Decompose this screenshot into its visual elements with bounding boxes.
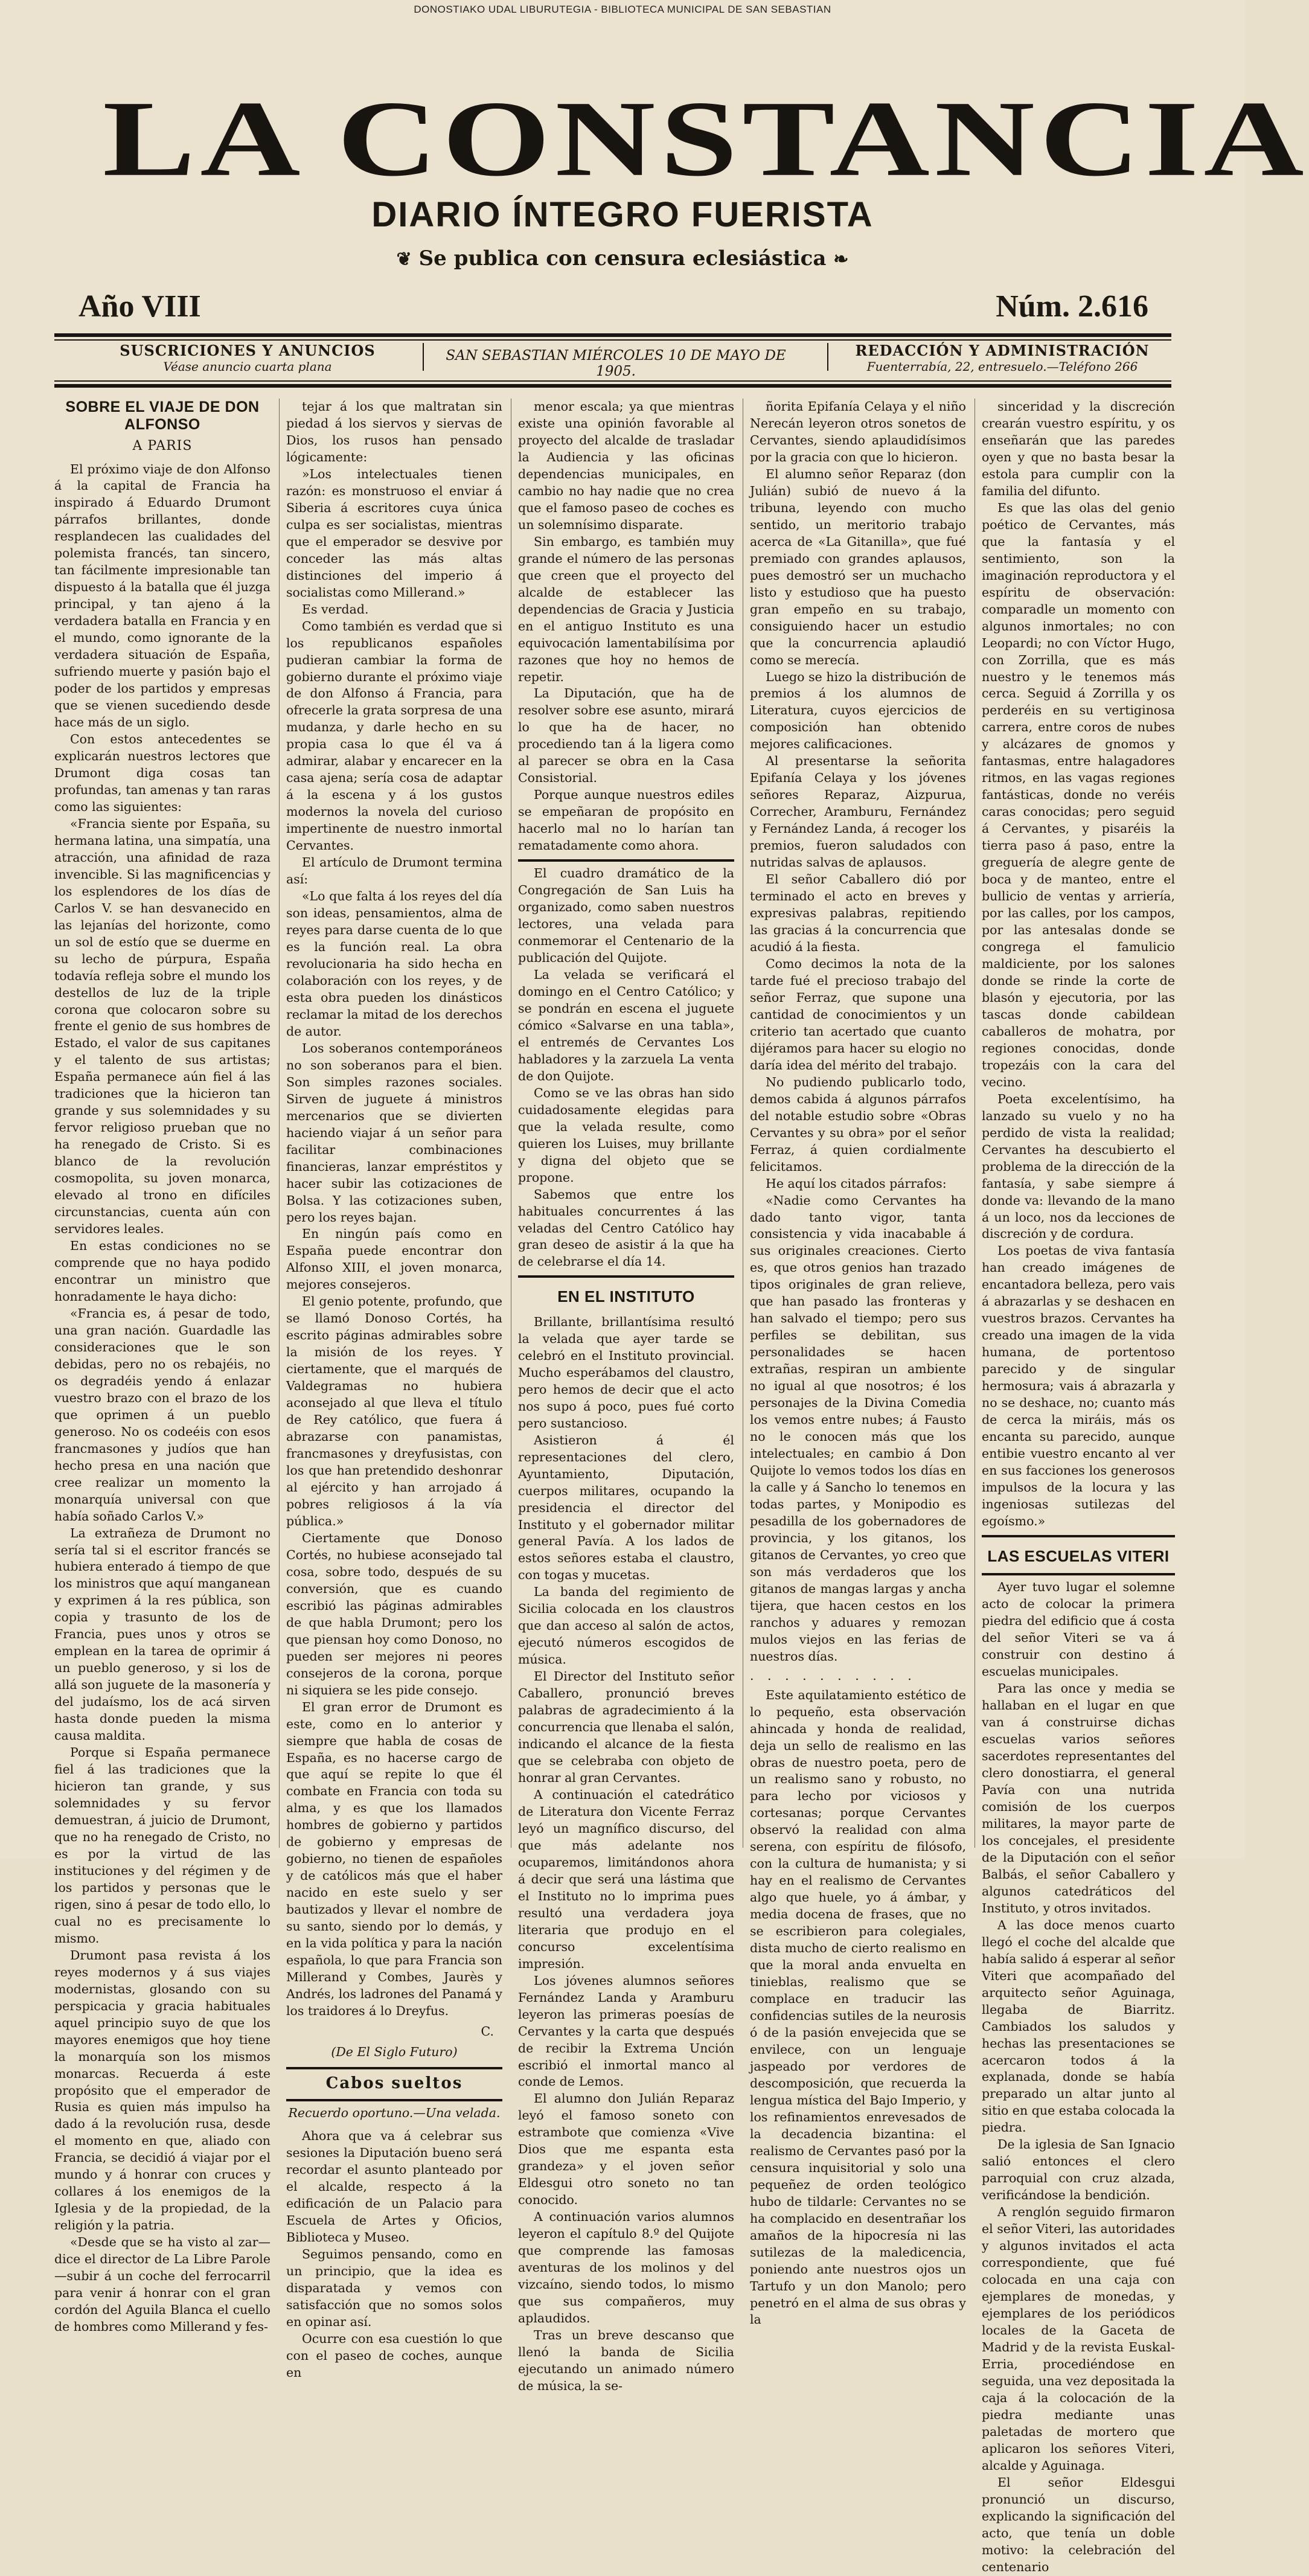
column-5 [982, 399, 1175, 2574]
administration-title: REDACCIÓN Y ADMINISTRACIÓN [855, 342, 1150, 359]
article-headline-escuelas: LAS ESCUELAS VITERI [987, 1546, 1170, 1565]
section-title-cabos-sueltos: Cabos sueltos [325, 2074, 463, 2092]
censura-text: Se publica con censura eclesiástica [418, 246, 827, 271]
paragraph: A continuación varios alumnos leyeron el capítulo 8.º del Quijote que comprende las famosas aventuras de los molinos y del vizcaíno, siendo todos, lo mismo que sus compañeros, muy aplaudidos. [518, 2209, 734, 2326]
paragraph: El señor Eldesgui pronunció un discurso, explicando la significación del acto, que tenía un doble motivo: la celebración del centenario [982, 2475, 1175, 2574]
article-headline-viaje: SOBRE EL VIAJE DE DON ALFONSO [65, 399, 260, 433]
paragraph: Ocurre con esa cuestión lo que con el paseo de coches, aunque en [286, 2331, 502, 2380]
paragraph: Como se ve las obras han sido cuidadosamente elegidas para que la velada resulte, como quieren los Luises, muy brillante y digna del objeto que se propone. [518, 1085, 734, 1185]
column-2 [286, 399, 502, 2380]
paragraph: «Lo que falta á los reyes del día son ideas, pensamientos, alma de reyes para darse cuenta de lo que es la función real. La obra revolucionaria ha sido hecha en colaboración con los reyes, y de esta obra pueden los dinásticos reclamar la mitad de los derechos de autor. [286, 889, 502, 1039]
paragraph: «Desde que se ha visto al zar—dice el director de La Libre Parole—subir á un coche del ferrocarril para venir á honrar con el gran cordón del Aguila Blanca el cuello de hombres como Millerand y fes- [54, 2235, 270, 2334]
paragraph: De la iglesia de San Ignacio salió entonces el clero parroquial con cruz alzada, verificándose la bendición. [982, 2137, 1175, 2203]
paragraph: La Diputación, que ha de resolver sobre ese asunto, mirará lo que ha de hacer, no procediendo tan á la ligera como al parecer se obra en la Casa Consistorial. [518, 686, 734, 786]
article-source: (De El Siglo Futuro) [331, 2044, 458, 2059]
top-rule [54, 333, 1171, 337]
column-4 [750, 399, 966, 2327]
paragraph: El Director del Instituto señor Caballero, pronunció breves palabras de agradecimiento á la concurrencia que llenaba el salón, indicando el alcance de la fiesta que se celebraba con objeto de honrar al gran Cervantes. [518, 1669, 734, 1786]
masthead-title: LA CONSTANCIA [103, 78, 1309, 199]
paragraph: »Los intelectuales tienen razón: es monstruoso el enviar á Siberia á escritores cuya única culpa es ser socialistas, mientras que el emperador se desvive por conceder las más altas distinciones del imperio á socialistas como Millerand.» [286, 466, 502, 600]
paragraph: Como decimos la nota de la tarde fué el precioso trabajo del señor Ferraz, que supone una cantidad de conocimientos y un criterio tan acertado que cuanto dijéramos para hacer su elogio no daría idea del mérito del trabajo. [750, 956, 966, 1072]
paragraph: Sin embargo, es también muy grande el número de las personas que creen que el proyecto del alcalde de establecer las dependencias de Gracia y Justicia en el antiguo Instituto es una equivocación lamentabilísima por razones que hoy no hemos de repetir. [518, 534, 734, 684]
masthead-subtitle: DIARIO ÍNTEGRO FUERISTA [371, 195, 874, 234]
paragraph: La extrañeza de Drumont no sería tal si el escritor francés se hubiera enterado á tiempo de que los ministros que aquí manganean y exprimen á la res pública, son copia y trasunto de los de Francia, pues unos y otros se emplean en la tarea de oprimir á un pueblo generoso, y si los de allá son juguete de la masonería y del judaísmo, los de acá sirven hasta donde pueden la misma causa maldita. [54, 1525, 270, 1743]
ornament-right-icon: ❧ [833, 249, 849, 270]
paragraph: A continuación el catedrático de Literatura don Vicente Ferraz leyó un magnífico discurso, del que más adelante nos ocuparemos, limitándonos ahora á decir que será una lástima que el Instituto no lo imprima pues resultó una verdadera joya literaria que produjo en el concurso excelentísima impresión. [518, 1787, 734, 1971]
section-subtitle: Recuerdo oportuno.—Una velada. [288, 2106, 501, 2121]
section-bar [982, 1535, 1175, 1537]
paragraph: Poeta excelentísimo, ha lanzado su vuelo y no ha perdido de vista la realidad; Cervantes ha descubierto el problema de la dirección de la fantasía, y sabe siempre á donde va: llevando de la mano á un loco, nos da lecciones de discreción y de cordura. [982, 1091, 1175, 1242]
paragraph: Porque aunque nuestros ediles se empeñaran de propósito en hacerlo mal no lo harían tan rematadamente como ahora. [518, 787, 734, 853]
ornament-left-icon: ❦ [396, 249, 412, 270]
section-bar [518, 859, 734, 862]
paragraph: El artículo de Drumont termina así: [286, 855, 502, 887]
paragraph: No pudiendo publicarlo todo, demos cabida á algunos párrafos del notable estudio sobre «Obras Cervantes y su obra» por el señor Ferraz, á quien cordialmente felicitamos. [750, 1074, 966, 1174]
dateline: SAN SEBASTIAN MIÉRCOLES 10 DE MAYO DE 1905. [446, 348, 786, 379]
administration-block [833, 342, 1171, 374]
paragraph: Porque si España permanece fiel á las tradiciones que la hicieron tan grande, y sus solemnidades y su fervor demuestran, á juicio de Drumont, que no ha renegado de Cristo, no es por la virtud de las instituciones y del régimen y de los partidos y personas que le rigen, sino á pesar de todo ello, lo cual no es precisamente lo mismo. [54, 1745, 270, 1946]
section-bar [286, 2099, 502, 2101]
paragraph: En ningún país como en España puede encontrar don Alfonso XIII, el joven monarca, mejores consejeros. [286, 1226, 502, 1292]
ellipsis-separator: . . . . . . . . . . [750, 1668, 917, 1683]
subscriptions-note: Véase anuncio cuarta plana [163, 359, 332, 374]
paragraph: Es verdad. [302, 601, 369, 617]
paragraph: El señor Caballero dió por terminado el acto en breves y expresivas palabras, repitiendo las gracias á la concurrencia que acudió á la fiesta. [750, 872, 966, 954]
paragraph: En estas condiciones no se comprende que no haya podido encontrar un ministro que honradamente le haya dicho: [54, 1238, 270, 1304]
divider [423, 343, 424, 371]
issue-year: Año VIII [78, 289, 201, 324]
column-rule [279, 399, 280, 1848]
bottom-rule-thin [54, 380, 1171, 382]
paragraph: El gran error de Drumont es este, como en lo anterior y siempre que habla de cosas de España, es no hacerse cargo de que aquí se repite lo que él combate en Francia con toda su alma, y es que los llamados hombres de gobierno y partidos de gobierno y empresas de gobierno, no tienen de españoles y de católicos más que el haber nacido en este suelo y ser bautizados y llevar el nombre de su santo, siendo por lo demás, y en la vida política y para la nación española, lo que para Francia son Millerand y Combes, Jaurès y Andrés, los ladrones del Panamá y los traidores á lo Dreyfus. [286, 1699, 502, 2019]
paragraph: El alumno señor Reparaz (don Julián) subió de nuevo á la tribuna, leyendo con mucho sentido, un meritorio trabajo acerca de «La Gitanilla», que fué premiado con grandes aplausos, pues demostró ser un muchacho listo y estudioso que ha puesto gran empeño en su trabajo, consiguiendo hacer un estudio que la concurrencia aplaudió como se merecía. [750, 466, 966, 667]
paragraph: «Francia es, á pesar de todo, una gran nación. Guardadle las consideraciones que le son debidas, pero no os rebajéis, no os degradéis yendo á enlazar vuestro brazo con el brazo de los que oprimen á un pueblo generoso. No os codeéis con esos francmasones y judíos que han hecho presa en una nación que cree realizar un momento la monarquía universal con que había soñado Carlos V.» [54, 1306, 270, 1523]
section-bar [286, 2067, 502, 2069]
article-headline-instituto: EN EL INSTITUTO [557, 1287, 695, 1306]
paragraph: Los poetas de viva fantasía han creado imágenes de encantadora belleza, pero vais á abrazarlas y se deshacen en vuestros brazos. Cervantes ha creado una imagen de la vida humana, de portentoso parecido y de singular hermosura; vais á abrazarla y no se deshace, no; cuanto más de cerca la miráis, más os encanta su parecido, aunque entibie vuestro encanto al ver en sus facciones los generosos impulsos de la locura y las ingeniosas sutilezas del egoísmo.» [982, 1243, 1175, 1528]
info-bar [54, 338, 1171, 377]
divider [827, 343, 828, 371]
bottom-rule [54, 384, 1171, 388]
subscriptions-title: SUSCRICIONES Y ANUNCIOS [120, 342, 376, 359]
article-signature: C. [481, 2024, 494, 2039]
administration-address: Fuenterrabía, 22, entresuelo.—Teléfono 266 [866, 359, 1138, 374]
paragraph: El alumno don Julián Reparaz leyó el famoso soneto con estrambote que comienza «Vive Dios que me espanta esta grandeza» y el joven señor Eldesgui otro soneto no tan conocido. [518, 2091, 734, 2208]
paragraph: Sabemos que entre los habituales concurrentes á las veladas del Centro Católico hay gran deseo de asistir á la que ha de celebrarse el día 14. [518, 1187, 734, 1269]
paragraph: He aquí los citados párrafos: [766, 1176, 947, 1191]
article-kicker-paris: A PARIS [132, 438, 193, 453]
paragraph: Al presentarse la señorita Epifanía Celaya y los jóvenes señores Reparaz, Aizpurua, Correcher, Aramburu, Fernández y Fernández Landa, á recoger los premios, fueron saludados con nutridas salvas de aplausos. [750, 754, 966, 870]
censura-line [0, 246, 1245, 271]
paragraph: El genio potente, profundo, que se llamó Donoso Cortés, ha escrito páginas admirables sobre la misión de los reyes. Y ciertamente, que el marqués de Valdegramas no hubiera aconsejado al que lleva el título de Rey católico, que fuera á abrazarse con panamistas, francmasones y dreyfusistas, con los que han pretendido deshonrar al ejército y han arrojado á pobres religiosos á la vía pública.» [286, 1294, 502, 1528]
paragraph: Ciertamente que Donoso Cortés, no hubiese aconsejado tal cosa, sobre todo, después de su conversión, que es cuando escribió las páginas admirables de que habla Drumont; pero los que piensan hoy como Donoso, no pueden ser mejores ni peores consejeros de la corona, porque ni siquiera se les pide consejo. [286, 1530, 502, 1697]
paragraph: La velada se verificará el domingo en el Centro Católico; y se pondrán en escena el juguete cómico «Salvarse en una tabla», el entremés de Cervantes Los habladores y la zarzuela La venta de don Quijote. [518, 967, 734, 1083]
paragraph: El cuadro dramático de la Congregación de San Luis ha organizado, como saben nuestros lectores, una velada para conmemorar el Centenario de la publicación del Quijote. [518, 866, 734, 965]
section-bar [518, 1275, 734, 1278]
paragraph: Este aquilatamiento estético de lo pequeño, esta observación ahincada y honda de realidad, deja un sello de realismo en las obras de nuestro poeta, pero de un realismo sano y robusto, no para lecho por viciosos y cortesanas; porque Cervantes observó la realidad con alma serena, con espíritu de filósofo, con la cultura de humanista; y si hay en el realismo de Cervantes algo que huele, yo á ámbar, y media docena de frases, que no se escribieron para colegiales, dista mucho de cierto realismo en que la moral anda envuelta en tinieblas, realismo que se complace en traducir las confidencias sutiles de la neurosis ó de la pasión envejecida que se envilece, con un lenguaje jaspeado por verdores de descomposición, que recuerda la lengua mística del Bajo Imperio, y los refinamientos enrevesados de la decadencia bizantina: el realismo de Cervantes pasó por la censura inquisitorial y solo una pequeñez de orden teológico hubo de tildarle: Cervantes no se ha complacido en desentrañar los amaños de la hipocresía ni las sutilezas de la maledicencia, poniendo ante nuestros ojos un Tartufo y un don Manolo; pero penetró en el alma de sus obras y la [750, 1687, 966, 2327]
issue-number: Núm. 2.616 [996, 289, 1148, 324]
paragraph: Ahora que va á celebrar sus sesiones la Diputación bueno será recordar el asunto planteado por el alcalde, respecto á la edificación de un Palacio para Escuela de Artes y Oficios, Biblioteca y Museo. [286, 2129, 502, 2245]
paragraph: Asistieron á él representaciones del clero, Ayuntamiento, Diputación, cuerpos militares, ocupando la presidencia el director del Instituto y el gobernador militar general Pavía. A los lados de estos señores estaba el claustro, con togas y mucetas. [518, 1432, 734, 1583]
paragraph: Tras un breve descanso que llenó la banda de Sicilia ejecutando un animado número de música, la se- [518, 2328, 734, 2393]
paragraph: Brillante, brillantísima resultó la velada que ayer tarde se celebró en el Instituto provincial. Mucho esperábamos del claustro, pero hemos de decir que el acto nos supo á poco, pues fué corto pero sustancioso. [518, 1314, 734, 1431]
paragraph: «Francia siente por España, su hermana latina, una simpatía, una atracción, una afinidad de raza invencible. Si las magnificencias y los esplendores de los días de Carlos V. se han desvanecido en las lejanías del horizonte, como un sol de estío que se duerme en su lecho de púrpura, España todavía refleja sobre el mundo los destellos de luz de la triple corona que colocaron sobre su frente el genio de sus hombres de Estado, el valor de sus capitanes y el talento de sus artistas; España permanece aún fiel á las tradiciones que la hicieron tan grande y sus solemnidades y su fervor religioso prueban que no ha renegado de Cristo. Si es blanco de la revolución cosmopolita, su joven monarca, elevado al trono en difíciles circunstancias, cuenta aún con servidores leales. [54, 816, 270, 1237]
paragraph: Drumont pasa revista á los reyes modernos y á sus viajes modernistas, glosando con su perspicacia y gracia habituales aquel principio suyo de que los mayores enemigos que hoy tiene la monarquía son los mismos monarcas. Recuerda á este propósito que el emperador de Rusia es quien más impulso ha dado á la revolución rusa, desde el momento en que, aliado con Francia, se decidió á viajar por el mundo y á honrar con cruces y collares á los enemigos de la Iglesia y de la propiedad, de la religión y la patria. [54, 1947, 270, 2233]
paragraph: Ayer tuvo lugar el solemne acto de colocar la primera piedra del edificio que á costa del señor Viteri se va á construir con destino á escuelas municipales. [982, 1580, 1175, 1679]
paragraph: El próximo viaje de don Alfonso á la capital de Francia ha inspirado á Eduardo Drumont párrafos brillantes, donde resplandecen las cualidades del polemista francés, tan sincero, tan fácilmente impresionable tan dispuesto á la batalla que él juzga principal, y tan ajeno á la verdadera batalla en Francia y en el mundo, como ignorante de la verdadera situación de España, sufriendo muerte y pasión bajo el poder de los partidos y empresas que se vienen sucediendo desde hace más de un siglo. [54, 461, 270, 730]
paragraph: Es que las olas del genio poético de Cervantes, más que la fantasía y el sentimiento, son la imaginación reproductora y el espíritu de observación: comparadle un momento con algunos inmortales; no con Leopardi; no con Víctor Hugo, con Zorrilla, que es más nuestro y le tenemos más cerca. Seguid á Zorrilla y os perderéis en su vertiginosa carrera, entre coros de nubes y alcázares de gnomos y fantasmas, entre halagadores ritmos, en las vagas regiones fantásticas, donde no veréis caras conocidas; pero seguid á Cervantes, y pisaréis la tierra paso á paso, entre la greguería de alegre gente de boca y de manteo, entre el bullicio de ventas y arriería, por las calles, por los campos, por las antesalas donde se congrega el famulicio maldiciente, por los salones donde se rinde la corte de blasón y ejecutoria, por las tascas donde cabildean caballeros de mohatra, por regiones conocidas, donde tropezáis con la cara del vecino. [982, 500, 1175, 1089]
paragraph: Con estos antecedentes se explicarán nuestros lectores que Drumont diga cosas tan profundas, tan amenas y tan raras como las siguientes: [54, 732, 270, 814]
paragraph: A las doce menos cuarto llegó el coche del alcalde que había salido á esperar al señor Viteri que acompañado del arquitecto señor Aguinaga, llegaba de Biarritz. Cambiados los saludos y hechas las presentaciones se acercaron todos á la explanada, donde se había preparado un altar junto al sitio en que estaba colocada la piedra. [982, 1917, 1175, 2135]
paragraph: Los jóvenes alumnos señores Fernández Landa y Aramburu leyeron las primeras poesías de Cervantes y la carta que después de recibir la Extrema Unción escribió el inmortal manco al conde de Lemos. [518, 1973, 734, 2089]
paragraph: sinceridad y la discreción crearán vuestro espíritu, y os enseñarán que las paredes oyen y que no basta besar la estola para cumplir con la familia del difunto. [982, 399, 1175, 498]
paragraph: ñorita Epifanía Celaya y el niño Nerecán leyeron otros sonetos de Cervantes, siendo aplaudidísimos por la gracia con que lo hicieron. [750, 399, 966, 464]
paragraph: Como también es verdad que si los republicanos españoles pudieran cambiar la forma de gobierno durante el próximo viaje de don Alfonso á Francia, para ofrecerle la grata sorpresa de una mudanza, y darle hecho en su propia casa lo que él va á admirar, alabar y encarecer en la casa ajena; sería cosa de adaptar á la escena y á los gustos modernos la novela del curioso impertinente de nuestro inmortal Cervantes. [286, 618, 502, 853]
column-3 [518, 399, 734, 2393]
library-header-note: DONOSTIAKO UDAL LIBURUTEGIA - BIBLIOTECA MUNICIPAL DE SAN SEBASTIAN [414, 4, 831, 15]
paragraph: A renglón seguido firmaron el señor Viteri, las autoridades y algunos invitados el acta correspondiente, que fué colocada en una caja con ejemplares de monedas, y ejemplares de los periódicos locales de la Gaceta de Madrid y de la revista Euskal-Erria, procediéndose en seguida, una vez depositada la caja á la colocación de la piedra mediante unas paletadas de mortero que aplicaron los señores Viteri, alcalde y Aguinaga. [982, 2205, 1175, 2473]
paragraph: Luego se hizo la distribución de premios á los alumnos de Literatura, cuyos ejercicios de composición han obtenido mejores calificaciones. [750, 669, 966, 752]
paragraph: Seguimos pensando, como en un principio, que la idea es disparatada y vemos con satisfacción que no somos solos en opinar así. [286, 2247, 502, 2330]
paragraph: menor escala; ya que mientras existe una opinión favorable al proyecto del alcalde de trasladar la Audiencia y las oficinas dependencias municipales, en cambio no hay nadie que no crea que el famoso paseo de coches es un solemnísimo disparate. [518, 399, 734, 532]
paragraph: La banda del regimiento de Sicilia colocada en los claustros que dan acceso al salón de actos, ejecutó números escogidos de música. [518, 1584, 734, 1667]
paragraph: «Nadie como Cervantes ha dado tanto vigor, tanta consistencia y vida inacabable á sus originales creaciones. Cierto es, que otros genios han trazado tipos originales de gran relieve, que han pasado las fronteras y han salvado el tiempo; pero sus perfiles se debilitan, sus personalidades se hacen extrañas, respiran un ambiente no igual al que nosotros; é los personajes de la Divina Comedia los vemos entre nubes; á Fausto no le conocen más que los intelectuales; en cambio á Don Quijote lo vemos todos los días en la calle y á Sancho lo tenemos en todas partes, y Monipodio es pesadilla de los gobernadores de provincia, y los gitanos, los gitanos de Cervantes, yo creo que son más verdaderos que los gitanos de mangas largas y ancha tijera, que hacen cestos en los ranchos y aduares y remozan mulos viejos en las ferias de nuestros días. [750, 1193, 966, 1664]
column-1 [54, 399, 270, 2334]
subscriptions-block [78, 342, 417, 374]
paragraph: Para las once y media se hallaban en el lugar en que van á construirse dichas escuelas varios señores sacerdotes representantes del clero donostiarra, el general Pavía con una nutrida comisión de los cuerpos militares, la mayor parte de los concejales, el presidente de la Diputación con el señor Balbás, el señor Caballero y algunos catedráticos del Instituto, y otros invitados. [982, 1681, 1175, 1915]
paragraph: tejar á los que maltratan sin piedad á los siervos y siervas de Dios, los rusos han pensado lógicamente: [286, 399, 502, 464]
paragraph: Los soberanos contemporáneos no son soberanos para el bien. Son simples razones sociales. Sirven de juguete á ministros mercenarios que se divierten haciendo viajar á un señor para facilitar combinaciones financieras, lanzar empréstitos y hacer subir las cotizaciones de Bolsa. Y las cotizaciones suben, pero los reyes bajan. [286, 1040, 502, 1225]
section-bar [982, 1573, 1175, 1575]
